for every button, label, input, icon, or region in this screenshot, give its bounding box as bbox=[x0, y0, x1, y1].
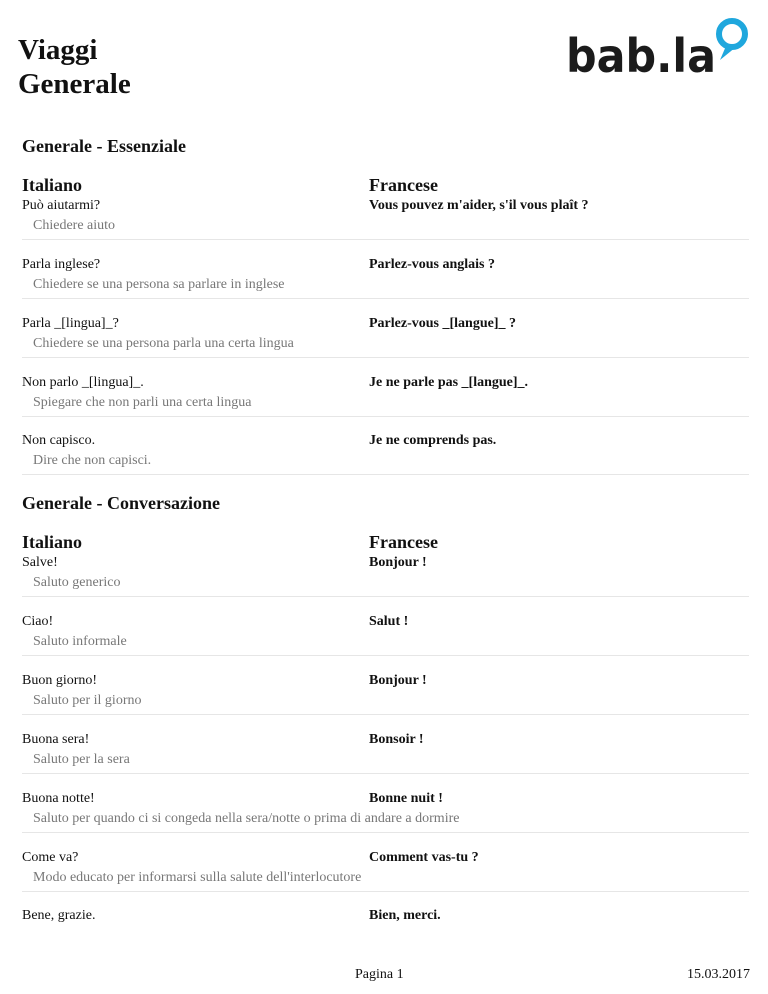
phrase-french: Bonsoir ! bbox=[369, 732, 424, 747]
phrase-italian: Non parlo _[lingua]_. bbox=[22, 375, 144, 390]
section-title-essenziale: Generale - Essenziale bbox=[22, 136, 186, 156]
phrase-french: Bien, merci. bbox=[369, 908, 441, 923]
phrase-row bbox=[22, 315, 749, 358]
phrase-italian: Buon giorno! bbox=[22, 673, 98, 688]
phrase-description: Saluto per il giorno bbox=[33, 693, 142, 708]
phrase-row bbox=[22, 790, 749, 833]
phrase-french: Parlez-vous anglais ? bbox=[369, 257, 495, 272]
document-date: 15.03.2017 bbox=[687, 967, 750, 982]
phrase-french: Bonjour ! bbox=[369, 555, 427, 570]
phrase-description: Spiegare che non parli una certa lingua bbox=[33, 395, 252, 410]
title-line-2: Generale bbox=[18, 68, 131, 100]
phrase-italian: Ciao! bbox=[22, 614, 54, 629]
phrase-italian: Salve! bbox=[22, 555, 58, 570]
phrase-row bbox=[22, 731, 749, 774]
phrase-description: Saluto informale bbox=[33, 634, 127, 649]
document-title bbox=[18, 33, 131, 101]
phrase-french: Salut ! bbox=[369, 614, 409, 629]
phrase-italian: Parla _[lingua]_? bbox=[22, 316, 119, 331]
phrase-row bbox=[22, 672, 749, 715]
phrase-description: Chiedere se una persona sa parlare in inglese bbox=[33, 277, 285, 292]
phrase-french: Je ne comprends pas. bbox=[369, 433, 497, 448]
phrase-description: Saluto per la sera bbox=[33, 752, 130, 767]
phrase-description: Modo educato per informarsi sulla salute dell'interlocutore bbox=[33, 870, 362, 885]
speech-bubble-icon bbox=[719, 21, 745, 60]
phrase-italian: Buona sera! bbox=[22, 732, 90, 747]
phrase-italian: Non capisco. bbox=[22, 433, 96, 448]
phrase-italian: Come va? bbox=[22, 850, 79, 865]
phrase-row bbox=[22, 613, 749, 656]
phrase-french: Je ne parle pas _[langue]_. bbox=[369, 375, 529, 390]
phrase-row bbox=[22, 256, 749, 299]
phrase-row bbox=[22, 374, 749, 417]
phrase-french: Bonne nuit ! bbox=[369, 791, 443, 806]
phrase-row bbox=[22, 432, 749, 475]
phrase-description: Saluto generico bbox=[33, 575, 121, 590]
logo-text: bab.la bbox=[566, 29, 716, 78]
phrase-french: Parlez-vous _[langue]_ ? bbox=[369, 316, 516, 331]
phrase-description: Chiedere aiuto bbox=[33, 218, 116, 233]
phrase-description: Dire che non capisci. bbox=[33, 453, 152, 468]
page-number: Pagina 1 bbox=[355, 967, 404, 982]
section-title-conversazione: Generale - Conversazione bbox=[22, 493, 220, 513]
phrase-italian: Può aiutarmi? bbox=[22, 198, 101, 213]
column-header-french: Francese bbox=[369, 175, 438, 195]
column-header-italian: Italiano bbox=[22, 175, 83, 195]
phrase-row bbox=[22, 554, 749, 597]
column-header-italian: Italiano bbox=[22, 532, 83, 552]
phrase-description: Saluto per quando ci si congeda nella sera/notte o prima di andare a dormire bbox=[33, 811, 460, 826]
phrase-french: Comment vas-tu ? bbox=[369, 850, 479, 865]
phrase-row bbox=[22, 907, 749, 937]
phrase-italian: Bene, grazie. bbox=[22, 908, 96, 923]
phrase-french: Vous pouvez m'aider, s'il vous plaît ? bbox=[369, 198, 589, 213]
phrase-french: Bonjour ! bbox=[369, 673, 427, 688]
phrase-italian: Parla inglese? bbox=[22, 257, 101, 272]
column-header-french: Francese bbox=[369, 532, 438, 552]
phrase-description: Chiedere se una persona parla una certa lingua bbox=[33, 336, 294, 351]
phrase-italian: Buona notte! bbox=[22, 791, 95, 806]
phrase-row bbox=[22, 849, 749, 892]
phrase-row bbox=[22, 197, 749, 240]
babla-logo bbox=[566, 16, 752, 78]
title-line-1: Viaggi bbox=[18, 34, 98, 66]
